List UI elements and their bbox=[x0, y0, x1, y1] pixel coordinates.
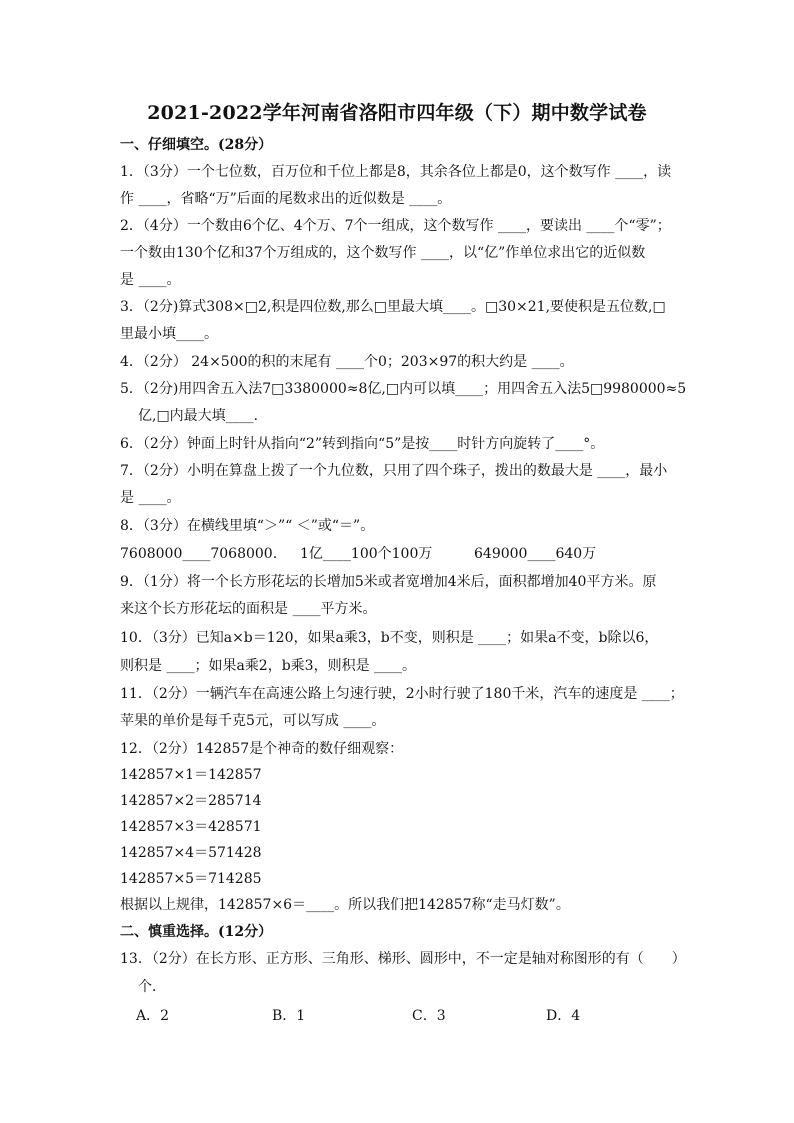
option-b: B．1 bbox=[272, 1008, 306, 1024]
question-10-line-2: 则积是 ____；如果a乘2，b乘3，则积是 ____。 bbox=[120, 658, 417, 674]
question-2-line-3: 是 ____。 bbox=[120, 272, 181, 288]
question-9-line-2: 来这个长方形花坛的面积是 ____平方米。 bbox=[120, 601, 377, 617]
question-13-line-2: 个． bbox=[138, 979, 166, 995]
question-4: 4．（2分） 24×500的积的末尾有 ____个0；203×97的积大约是 ____。 bbox=[120, 354, 574, 370]
question-1-line-1: 1．（3分）一个七位数，百万位和千位上都是8，其余各位上都是0，这个数写作 ____，读 bbox=[120, 164, 672, 180]
equation-row: 142857×5＝714285 bbox=[120, 871, 262, 887]
question-11-line-1: 11．（2分）一辆汽车在高速公路上匀速行驶，2小时行驶了180千米，汽车的速度是 ____； bbox=[120, 686, 684, 702]
question-11-line-2: 苹果的单价是每千克5元，可以写成 ____。 bbox=[120, 713, 386, 729]
question-3-line-2: 里最小填____。 bbox=[120, 326, 218, 342]
question-12-conclusion: 根据以上规律，142857×6＝____。所以我们把142857称“走马灯数”。 bbox=[120, 897, 570, 913]
section-heading-choice: 二、慎重选择。(12分） bbox=[120, 924, 273, 940]
question-2-line-1: 2．（4分）一个数由6个亿、4个万、7个一组成，这个数写作 ____，要读出 ____个“零”； bbox=[120, 218, 671, 234]
question-5-line-1: 5．（2分)用四舍五入法7□3380000≈8亿,□内可以填____；用四舍五入法5□9980000≈5 bbox=[120, 381, 687, 397]
question-7-line-2: 是 ____。 bbox=[120, 490, 181, 506]
question-8: 8．（3分）在横线里填“＞”“ ＜”或“＝”。 bbox=[120, 518, 375, 534]
question-8-compare-1: 7608000____7068000. bbox=[120, 546, 278, 562]
question-10-line-1: 10．（3分）已知a×b＝120，如果a乘3，b不变，则积是 ____；如果a不变，b除以6， bbox=[120, 630, 659, 646]
question-5-line-2: 亿,□内最大填____． bbox=[138, 408, 268, 424]
question-7-line-1: 7．（2分）小明在算盘上拨了一个九位数，只用了四个珠子，拨出的数最大是 ____，最小 bbox=[120, 463, 668, 479]
option-c: C．3 bbox=[412, 1008, 446, 1024]
question-2-line-2: 一个数由130个亿和37个万组成的，这个数写作 ____，以“亿”作单位求出它的近似数 bbox=[120, 245, 646, 261]
equation-row: 142857×1＝142857 bbox=[120, 767, 262, 783]
question-1-line-2: 作 ____，省略“万”后面的尾数求出的近似数是 ____。 bbox=[120, 191, 452, 207]
equation-row: 142857×2＝285714 bbox=[120, 793, 262, 809]
question-8-compare-3: 649000____640万 bbox=[474, 546, 597, 562]
equation-row: 142857×4＝571428 bbox=[120, 845, 262, 861]
question-13-line-1: 13．（2分）在长方形、正方形、三角形、梯形、圆形中，不一定是轴对称图形的有（ ） bbox=[120, 951, 686, 967]
equation-row: 142857×3＝428571 bbox=[120, 819, 262, 835]
question-8-compare-2: 1亿____100个100万 bbox=[300, 546, 433, 562]
option-d: D．4 bbox=[546, 1008, 581, 1024]
option-a: A．2 bbox=[136, 1008, 170, 1024]
section-heading-fill-in: 一、仔细填空。(28分） bbox=[120, 137, 273, 153]
question-3-line-1: 3．（2分)算式308×□2,积是四位数,那么□里最大填____。□30×21,要使积是五位数,□ bbox=[120, 299, 666, 315]
question-6: 6．（2分）钟面上时针从指向“2”转到指向“5”是按____时针方向旋转了____°。 bbox=[120, 436, 605, 452]
question-12: 12．（2分）142857是个神奇的数仔细观察： bbox=[120, 741, 404, 757]
question-9-line-1: 9．（1分）将一个长方形花坛的长增加5米或者宽增加4米后，面积都增加40平方米。原 bbox=[120, 574, 657, 590]
page-title: 2021-2022学年河南省洛阳市四年级（下）期中数学试卷 bbox=[147, 102, 647, 124]
